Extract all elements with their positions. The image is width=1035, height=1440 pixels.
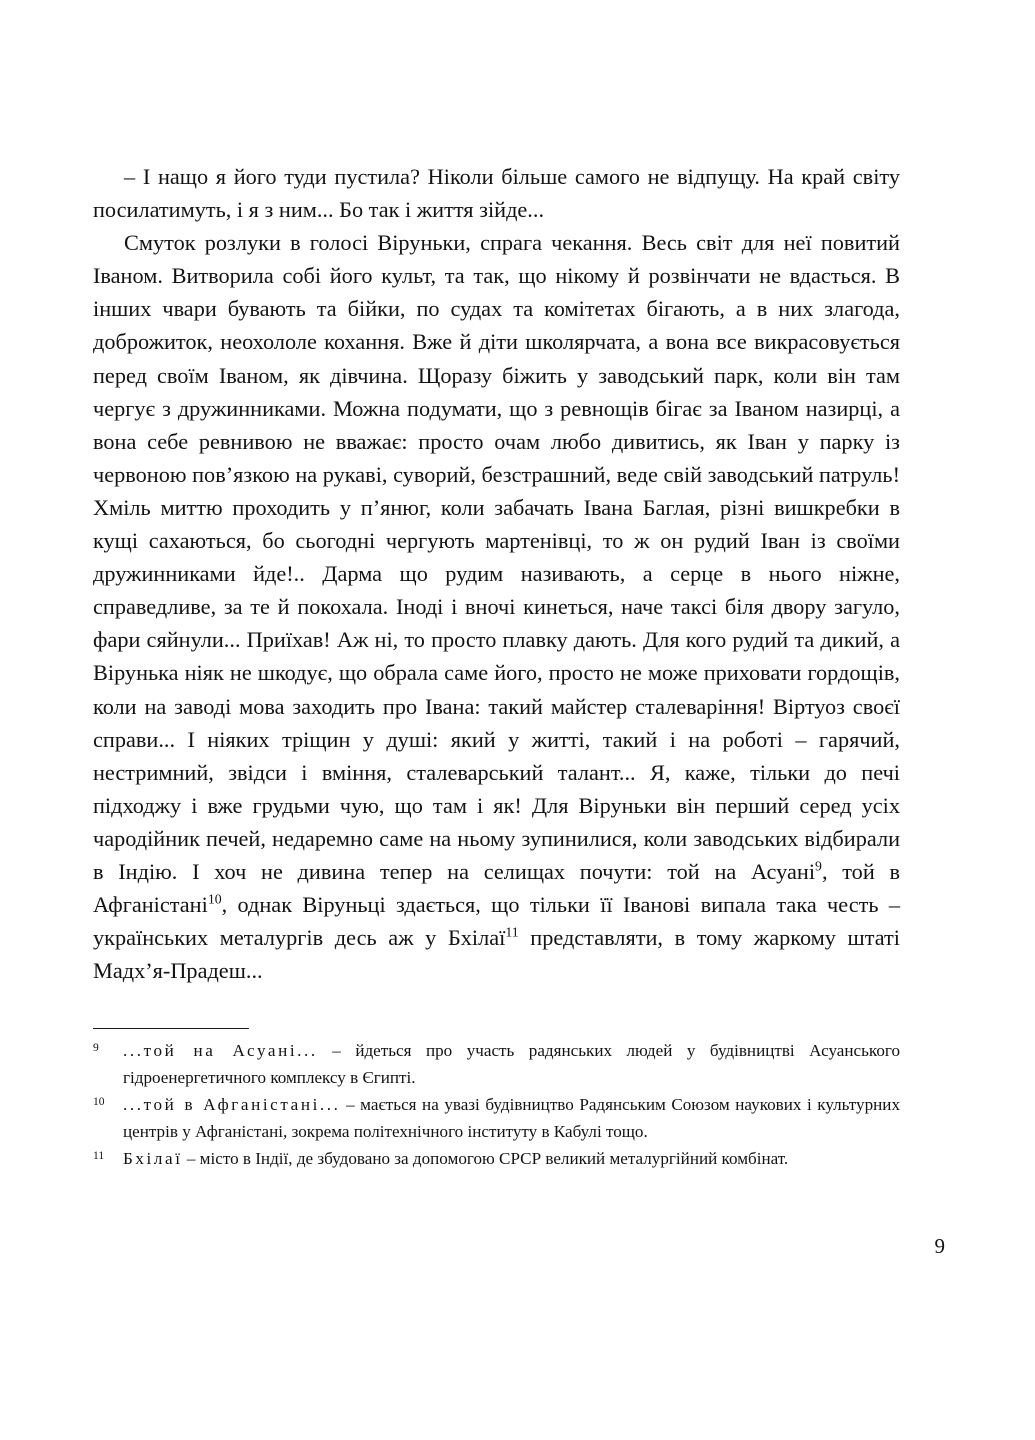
page-number: 9: [934, 1234, 945, 1258]
footnote-text: – місто в Індії, де збудовано за допомогою СРСР великий металургійний комбінат.: [182, 1149, 789, 1169]
footnote-item: [93, 1146, 900, 1173]
footnote-lemma: Бхілаї: [123, 1149, 183, 1169]
page-body-content: [93, 160, 900, 987]
footnote-text: – мається на увазі будівництво Радянським Союзом наукових і культурних центрів у Афганістані, зокрема політехнічного інституту в Кабулі тощо.: [123, 1095, 900, 1141]
footnote-lemma: ...той в Афганістані...: [123, 1095, 341, 1115]
footnote-text: – йдеться про участь радянських людей у будівництві Асуанського гідроенергетичного комплексу в Єгипті.: [123, 1041, 900, 1087]
body-text-block: [93, 160, 900, 987]
footnote-reference-11[interactable]: 11: [505, 924, 519, 940]
footnote-item: [93, 1038, 900, 1091]
footnote-lemma: ...той на Асуані...: [123, 1041, 318, 1060]
footnotes-section: [93, 1028, 900, 1174]
footnote-list: [93, 1038, 900, 1173]
footnote-number: 9: [93, 1041, 99, 1054]
footnote-item: [93, 1092, 900, 1145]
footnote-reference-10[interactable]: 10: [207, 891, 222, 907]
footnote-number: 10: [93, 1095, 105, 1109]
paragraph-1: – І нащо я його туди пустила? Ніколи більше самого не відпущу. На край світу посилатимуть, і я з ним... Бо так і життя зійде...: [93, 164, 900, 223]
footnote-number: 11: [93, 1149, 105, 1163]
footnote-reference-9[interactable]: 9: [815, 858, 822, 874]
footnote-separator-rule: [93, 1028, 249, 1029]
paragraph-2: Смуток розлуки в голосі Віруньки, спрага чекання. Весь світ для неї повитий Іваном. Витворила собі його культ, та так, що нікому й розвінчати не вдасться. В інших чвари бувають та бійки, по судах та комітетах бігають, а в них злагода, доброжиток, неохололе кохання. Вже й діти школярчата, а вона все викрасовується перед своїм Іваном, як дівчина. Щоразу біжить у заводський парк, коли він там чергує з дружинниками. Можна подумати, що з ревнощів бігає за Іваном назирці, а вона себе ревнивою не вважає: просто очам любо дивитись, як Іван у парку із червоною пов’язкою на рукаві, суворий, безстрашний, веде свій заводський патруль! Хміль миттю проходить у п’янюг, коли забачать Івана Баглая, різні вишкребки в кущі сахаються, бо сьогодні чергують мартенівці, то ж он рудий Іван із своїми дружинниками йде!.. Дарма що рудим називають, а серце в нього ніжне, справедливе, за те й покохала. Іноді і вночі кинеться, наче таксі біля двору загуло, фари сяйнули... Приїхав! Аж ні, то просто плавку дають. Для кого рудий та дикий, а Вірунька ніяк не шкодує, що обрала саме його, просто не може приховати гордощів, коли на заводі мова заходить про Івана: такий майстер сталеваріння! Віртуоз своєї справи... І ніяких тріщин у душі: який у житті, такий і на роботі – гарячий, нестримний, звідси і вміння, сталеварський талант... Я, каже, тільки до печі підходжу і вже грудьми чую, що там і як! Для Віруньки він перший серед усіх чародійник печей, недаремно саме на ньому зупинилися, коли заводських відбирали в Індію. І хоч не дивина тепер на селищах почути: той на Асуані$^9$, той в Афганістані$^{10}$, однак Віруньці здається, що тільки її Іванові випала така честь – українських металургів десь аж у Бхілаї$^{11}$ представляти, в тому жаркому штаті Мадх’я-Прадеш...: [93, 230, 900, 984]
